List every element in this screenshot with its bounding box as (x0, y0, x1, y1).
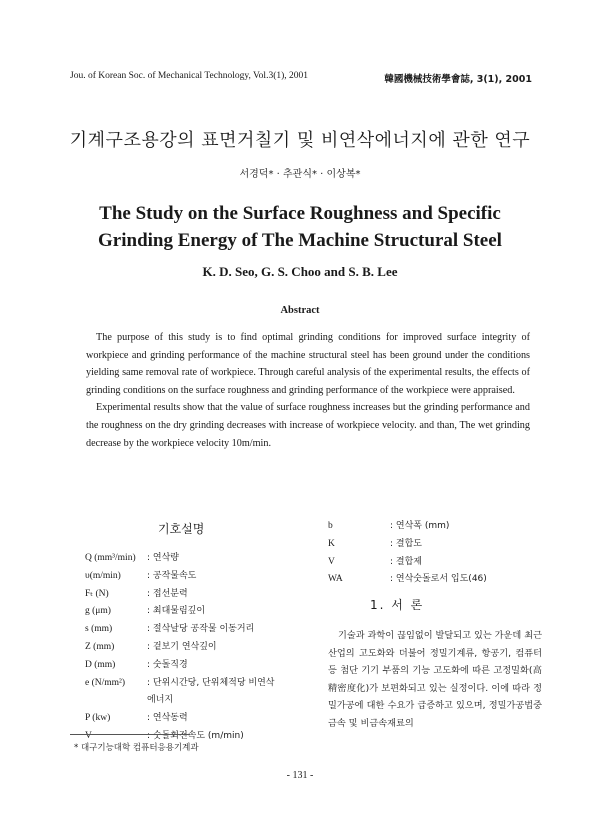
symbol-description: : 접선분력 (147, 588, 188, 599)
symbol-description: : 결합도 (390, 538, 422, 549)
symbol-key: Z (mm) (85, 641, 115, 652)
symbol-row (85, 603, 335, 621)
symbol-row (85, 568, 335, 586)
symbols-list-left (85, 550, 335, 746)
english-title-line-1: The Study on the Surface Roughness and Specific (99, 203, 501, 224)
symbol-key: Q (mm³/min) (85, 553, 136, 563)
symbol-key: D (mm) (85, 659, 116, 670)
symbol-key: K (328, 538, 335, 549)
symbols-list-right (328, 518, 548, 589)
abstract-paragraph-2: Experimental results show that the value of surface roughness increases but the grinding performance and the roughness on the dry grinding decreases with increase of workpiece velocity. and than, The wet grinding decrease by the workpiece velocity 10m/min. (86, 402, 530, 449)
symbol-row (85, 621, 335, 639)
abstract-body (86, 329, 530, 452)
symbol-description: : 결합제 (390, 556, 422, 567)
symbol-description: : 절삭날당 공작물 이동거리 (147, 624, 255, 635)
symbol-key: g (μm) (85, 606, 111, 617)
symbol-description: : 숫돌회전속도 (m/min) (147, 730, 244, 741)
symbol-key: e (N/mm²) (85, 677, 126, 688)
symbol-key: V (85, 730, 92, 741)
symbol-row (328, 536, 548, 554)
symbol-row (85, 550, 335, 568)
symbol-key: b (328, 521, 333, 531)
symbol-description: : 단위시간당, 단위체적당 비연삭 (147, 677, 275, 688)
symbols-heading: 기호설명 (158, 522, 205, 536)
symbol-key: s (mm) (85, 624, 113, 635)
symbol-key: υ(m/min) (85, 570, 121, 581)
page-number: - 131 - (286, 770, 314, 781)
symbol-description: : 겉보기 연삭깊이 (147, 641, 217, 652)
footnote: * 대구기능대학 컴퓨터응용기계과 (74, 743, 199, 753)
symbol-row (328, 554, 548, 572)
intro-body (328, 627, 542, 733)
symbol-row (85, 692, 335, 710)
symbol-row (328, 571, 548, 589)
symbol-row (85, 710, 335, 728)
symbol-row (85, 586, 335, 604)
symbol-description: : 연삭동력 (147, 713, 188, 724)
symbol-description: : 숫돌직경 (147, 659, 188, 670)
korean-authors: 서경덕* · 추관식* · 이상복* (239, 169, 361, 180)
symbol-row (328, 518, 548, 536)
symbol-key: WA (328, 574, 343, 585)
intro-heading: 1. 서 론 (370, 598, 425, 612)
abstract-heading: Abstract (280, 305, 320, 316)
symbol-description: : 연삭량 (147, 553, 179, 563)
intro-paragraph-1: 기술과 과학이 끊임없이 발달되고 있는 가운데 최근 산업의 고도화와 더불어 정밀기계류, 항공기, 컴퓨터 등 첨단 기기 부품의 기능 고도화에 따른 고정밀화(高精密度化)가 보편화되고 있는 실정이다. 이에 따라 정밀가공에 대한 수요가 급증하고 있으며, 정밀가공법중 금속 및 비금속재료의 (328, 630, 542, 729)
symbol-row (85, 675, 335, 693)
symbol-description: : 연삭숫돌로서 입도(46) (390, 574, 487, 585)
symbol-description: : 공작물속도 (147, 570, 197, 581)
korean-title: 기계구조용강의 표면거칠기 및 비연삭에너지에 관한 연구 (69, 130, 531, 151)
journal-header: Jou. of Korean Soc. of Mechanical Technology, Vol.3(1), 2001 (70, 71, 309, 81)
symbol-key: P (kw) (85, 713, 111, 724)
symbol-row (85, 657, 335, 675)
symbol-key: Fₜ (N) (85, 588, 109, 599)
english-title (0, 200, 600, 254)
symbol-description: : 연삭폭 (mm) (390, 521, 450, 531)
symbol-description: : 최대물림깊이 (147, 606, 206, 617)
journal-header-korean: 韓國機械技術學會誌, 3(1), 2001 (384, 74, 532, 85)
english-title-line-2: Grinding Energy of The Machine Structural Steel (98, 230, 502, 251)
symbol-key: V (328, 556, 335, 567)
footnote-rule (70, 734, 190, 735)
english-authors: K. D. Seo, G. S. Choo and S. B. Lee (202, 264, 398, 279)
symbol-key (85, 692, 147, 710)
symbol-description: 에너지 (147, 695, 174, 706)
abstract-paragraph-1: The purpose of this study is to find optimal grinding conditions for improved surface integrity of workpiece and grinding performance of the machine structural steel has been ground under the conditions yielding same removal rate of workpiece. Through careful analysis of the experimental results, the effects of grinding conditions on the surface roughness and grinding performance of the workpiece were appraised. (86, 332, 530, 396)
symbol-row (85, 639, 335, 657)
